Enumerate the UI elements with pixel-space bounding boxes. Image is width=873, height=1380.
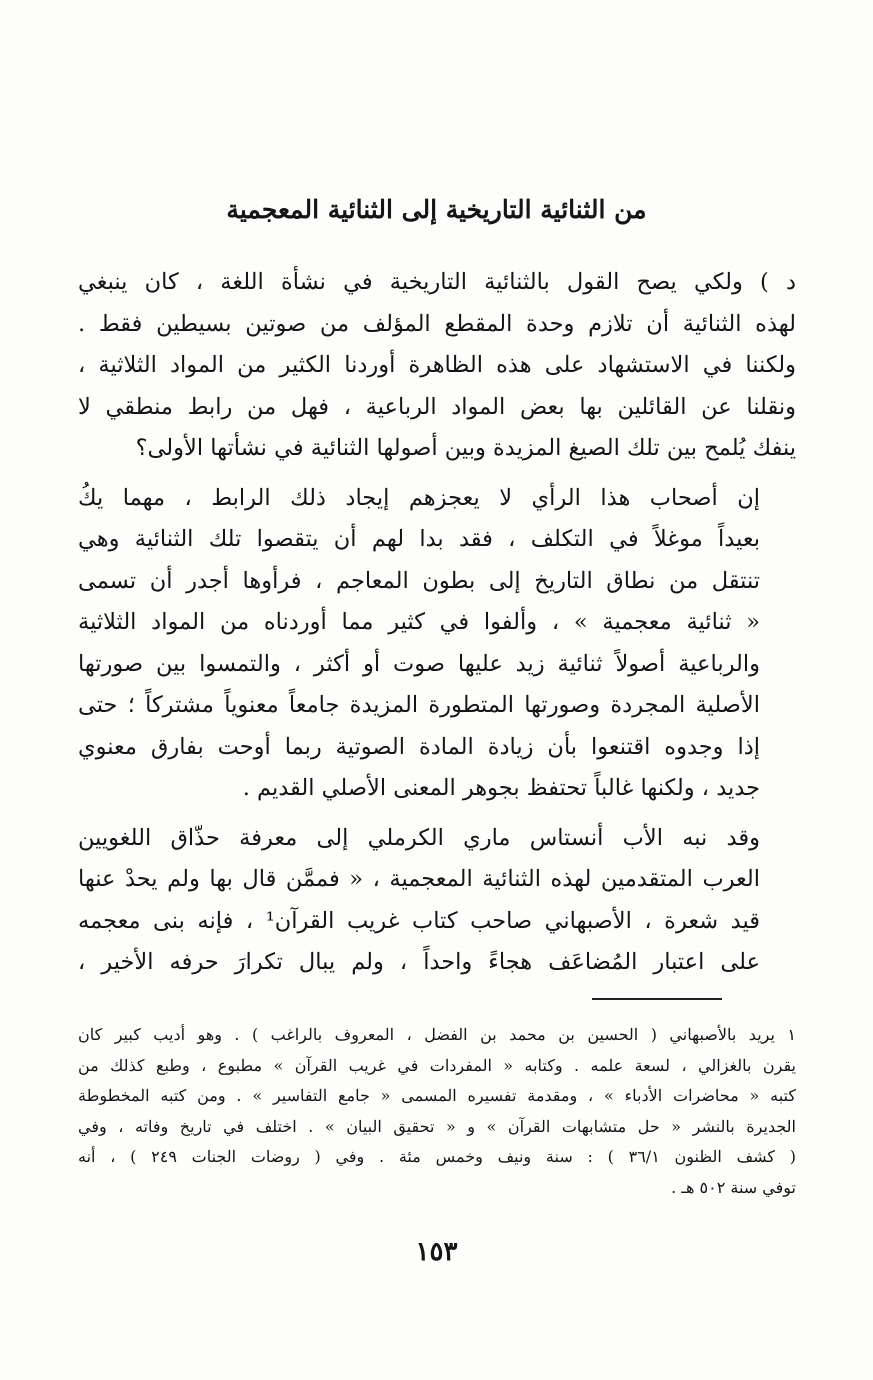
text-line: الأصلية المجردة وصورتها المتطورة المزيدة جامعاً معنوياً مشتركاً ؛ حتى <box>78 692 760 718</box>
text-line: العرب المتقدمين لهذه الثنائية المعجمية ، « فممَّن قال بها ولم يحدْ عنها <box>78 866 760 892</box>
text-line: د ) ولكي يصح القول بالثنائية التاريخية في نشأة اللغة ، كان ينبغي <box>78 269 796 295</box>
text-line: تنتقل من نطاق التاريخ إلى بطون المعاجم ، فرأوها أجدر أن تسمى <box>78 567 760 594</box>
footnote-line: كتبه « محاضرات الأدباء » ، ومقدمة تفسيره المسمى « جامع التفاسير » . ومن كتبه المخطوطة <box>78 1086 796 1105</box>
text-line: والرباعية أصولاً ثنائية زيد عليها صوت أو أكثر ، والتمسوا بين صورتها <box>78 650 760 677</box>
text-line: على اعتبار المُضاعَف هجاءً واحداً ، ولم يبال تكرارَ حرفه الأخير ، <box>78 949 760 975</box>
footnote-line: ١ يريد بالأصبهاني ( الحسين بن محمد بن الفضل ، المعروف بالراغب ) . وهو أديب كبير كان <box>78 1025 796 1044</box>
text-line: « ثنائية معجمية » ، وألفوا في كثير مما أوردناه من المواد الثلاثية <box>78 609 760 635</box>
paragraph-3 <box>78 818 796 984</box>
text-line: ونقلنا عن القائلين بها بعض المواد الرباعية ، فهل من رابط منطقي لا <box>78 393 796 420</box>
footnote-line: ( كشف الظنون ٣٦/١ ) : سنة ونيف وخمس مئة . وفي ( روضات الجنات ٢٤٩ ) ، أنه <box>78 1147 797 1166</box>
text-line: ولكننا في الاستشهاد على هذه الظاهرة أوردنا الكثير من المواد الثلاثية ، <box>78 352 796 378</box>
footnote-divider <box>592 998 722 1000</box>
paragraph-2 <box>78 478 796 810</box>
text-line: إن أصحاب هذا الرأي لا يعجزهم إيجاد ذلك الرابط ، مهما يكُ <box>78 484 760 511</box>
text-line: جديد ، ولكنها غالباً تحتفظ بجوهر المعنى الأصلي القديم . <box>242 775 760 801</box>
text-line: ينفك يُلمح بين تلك الصيغ المزيدة وبين أصولها الثنائية في نشأتها الأولى؟ <box>135 435 796 461</box>
text-line: قيد شعرة ، الأصبهاني صاحب كتاب غريب القرآن¹ ، فإنه بنى معجمه <box>78 907 760 934</box>
footnote-line: الجديرة بالنشر « حل متشابهات القرآن » و « تحقيق البيان » . اختلف في تاريخ وفاته ، وفي <box>78 1116 796 1136</box>
text-line: وقد نبه الأب أنستاس ماري الكرملي إلى معرفة حذّاق اللغويين <box>78 824 760 851</box>
body-text <box>78 262 796 992</box>
text-line: بعيداً موغلاً في التكلف ، فقد بدا لهم أن يتقصوا تلك الثنائية وهي <box>78 526 760 552</box>
footnote <box>78 1020 796 1203</box>
text-line: لهذه الثنائية أن تلازم وحدة المقطع المؤلف من صوتين بسيطين فقط . <box>78 310 796 337</box>
footnote-line: توفي سنة ٥٠٢ هـ . <box>671 1177 796 1197</box>
text-line: إذا وجدوه اقتنعوا بأن زيادة المادة الصوتية ربما أوحت بفارق معنوي <box>78 733 760 760</box>
section-heading: من الثنائية التاريخية إلى الثنائية المعجمية <box>226 195 647 224</box>
paragraph-1 <box>78 262 796 470</box>
page-number: ١٥٣ <box>415 1237 458 1267</box>
footnote-line: يقرن بالغزالي ، لسعة علمه . وكتابه « المفردات في غريب القرآن » مطبوع ، وطبع كذلك من <box>78 1055 796 1075</box>
